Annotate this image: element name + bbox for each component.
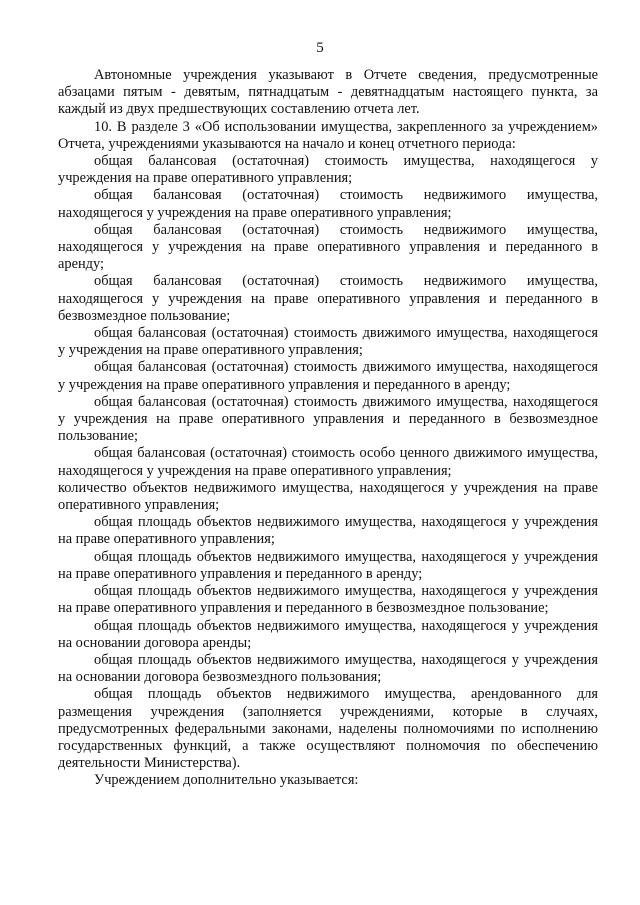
paragraph-3: общая балансовая (остаточная) стоимость имущества, находящегося у учреждения на праве оперативного управления; — [58, 153, 598, 187]
paragraph-2: 10. В разделе 3 «Об использовании имущества, закрепленного за учреждением» Отчета, учреждениями указываются на начало и конец отчетного периода: — [58, 118, 598, 152]
document-body — [58, 67, 598, 790]
paragraph-18: Учреждением дополнительно указывается: — [94, 772, 359, 789]
paragraph-1: Автономные учреждения указывают в Отчете сведения, предусмотренные абзацами пятым - девятым, пятнадцатым - девятнадцатым настоящего пункта, за каждый из двух предшествующих составлению отчета лет. — [58, 67, 598, 118]
paragraph-7: общая балансовая (остаточная) стоимость движимого имущества, находящегося у учреждения на праве оперативного управления; — [58, 325, 598, 359]
paragraph-10: общая балансовая (остаточная) стоимость особо ценного движимого имущества, находящегося у учреждения на праве оперативного управления; — [58, 445, 598, 479]
paragraph-4: общая балансовая (остаточная) стоимость недвижимого имущества, находящегося у учреждения на праве оперативного управления; — [58, 187, 598, 221]
paragraph-8: общая балансовая (остаточная) стоимость движимого имущества, находящегося у учреждения на праве оперативного управления и переданного в аренду; — [58, 359, 598, 393]
paragraph-12: общая площадь объектов недвижимого имущества, находящегося у учреждения на праве оперативного управления; — [58, 514, 598, 548]
paragraph-14: общая площадь объектов недвижимого имущества, находящегося у учреждения на праве оперативного управления и переданного в безвозмездное пользование; — [58, 583, 598, 617]
paragraph-13: общая площадь объектов недвижимого имущества, находящегося у учреждения на праве оперативного управления и переданного в аренду; — [58, 548, 598, 582]
paragraph-9: общая балансовая (остаточная) стоимость движимого имущества, находящегося у учреждения на праве оперативного управления и переданного в безвозмездное пользование; — [58, 393, 598, 445]
paragraph-17: общая площадь объектов недвижимого имущества, арендованного для размещения учреждения (заполняется учреждениями, которые в случаях, предусмотренных федеральными законами, наделены полномочиями по исполнению государственных функций, а также осуществляют полномочия по обеспечению деятельности Министерства). — [58, 686, 598, 772]
paragraph-5: общая балансовая (остаточная) стоимость недвижимого имущества, находящегося у учреждения на праве оперативного управления и переданного в аренду; — [58, 221, 598, 273]
paragraph-16: общая площадь объектов недвижимого имущества, находящегося у учреждения на основании договора безвозмездного пользования; — [58, 651, 598, 686]
paragraph-11: количество объектов недвижимого имущества, находящегося у учреждения на праве оперативного управления; — [58, 479, 598, 514]
paragraph-6: общая балансовая (остаточная) стоимость недвижимого имущества, находящегося у учреждения на праве оперативного управления и переданного в безвозмездное пользование; — [58, 273, 598, 324]
paragraph-15: общая площадь объектов недвижимого имущества, находящегося у учреждения на основании договора аренды; — [58, 617, 598, 651]
page-number: 5 — [316, 40, 324, 56]
